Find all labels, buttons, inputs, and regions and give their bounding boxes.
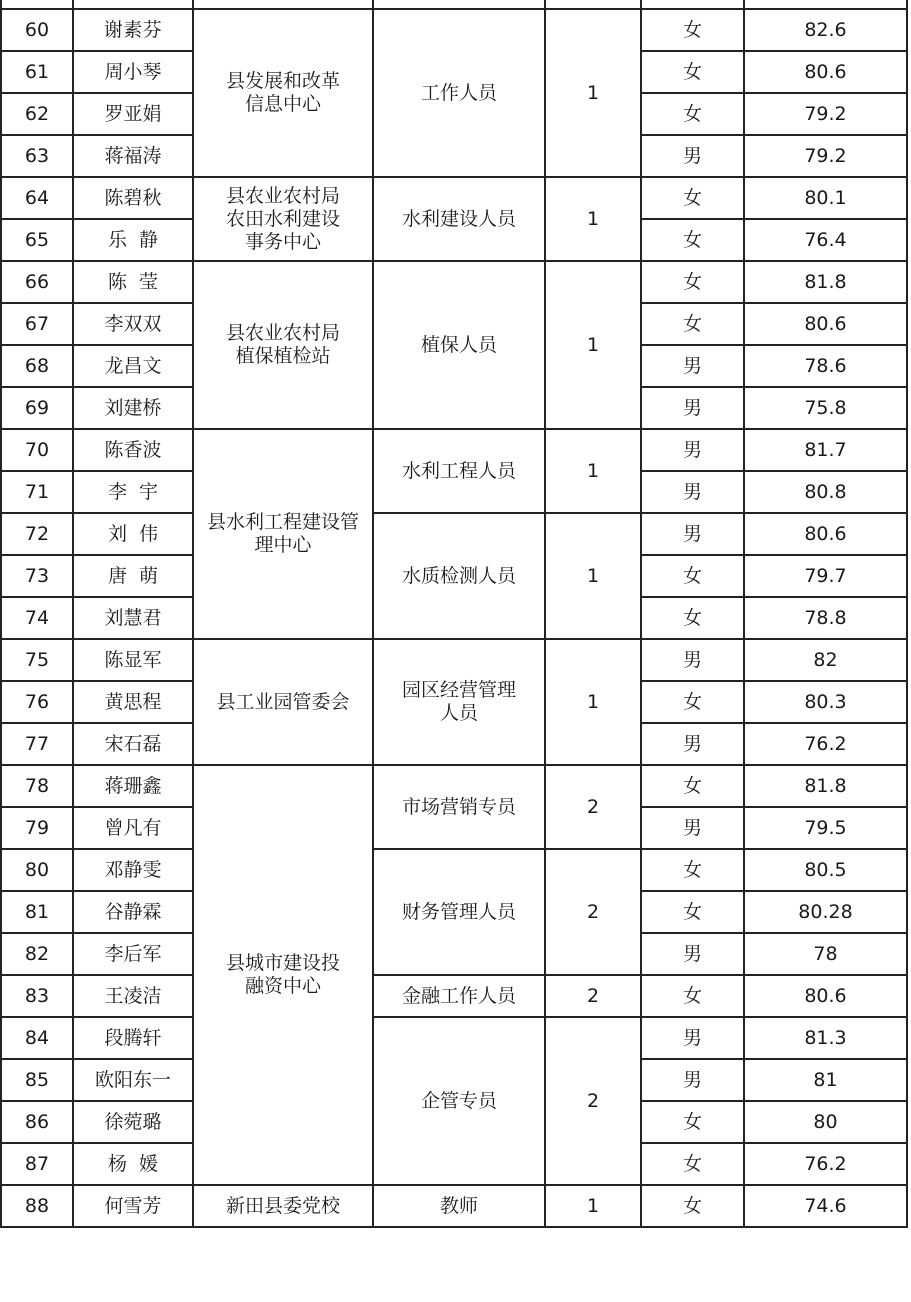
candidate-gender: 女	[641, 1101, 744, 1143]
post-quota: 1	[545, 177, 641, 261]
candidate-score: 81.8	[744, 261, 907, 303]
table-row	[1, 9, 907, 51]
candidate-score: 79.2	[744, 135, 907, 177]
row-number: 71	[1, 471, 73, 513]
candidate-name: 李后军	[73, 933, 193, 975]
candidate-gender: 女	[641, 765, 744, 807]
row-number: 64	[1, 177, 73, 219]
unit-name: 县农业农村局农田水利建设事务中心	[225, 184, 340, 253]
row-number: 76	[1, 681, 73, 723]
candidate-gender: 男	[641, 471, 744, 513]
candidate-gender: 男	[641, 387, 744, 429]
candidate-score: 76.4	[744, 219, 907, 261]
table-row	[1, 429, 907, 471]
candidate-score: 80.28	[744, 891, 907, 933]
post-quota: 1	[545, 1185, 641, 1227]
candidate-name: 陈显军	[73, 639, 193, 681]
row-number: 61	[1, 51, 73, 93]
unit-name: 县工业园管委会	[193, 639, 373, 765]
row-number: 83	[1, 975, 73, 1017]
table-row	[1, 177, 907, 219]
post-quota: 2	[545, 765, 641, 849]
row-number: 72	[1, 513, 73, 555]
row-number: 70	[1, 429, 73, 471]
candidate-name: 邓静雯	[73, 849, 193, 891]
candidate-name: 蒋珊鑫	[73, 765, 193, 807]
candidate-name: 陈 莹	[73, 261, 193, 303]
row-number: 66	[1, 261, 73, 303]
candidate-score: 79.5	[744, 807, 907, 849]
row-number: 86	[1, 1101, 73, 1143]
candidate-name: 宋石磊	[73, 723, 193, 765]
post-title: 工作人员	[373, 9, 545, 177]
post-title: 金融工作人员	[373, 975, 545, 1017]
candidate-score: 81.7	[744, 429, 907, 471]
candidate-name: 王凌洁	[73, 975, 193, 1017]
candidate-name: 龙昌文	[73, 345, 193, 387]
post-quota: 1	[545, 9, 641, 177]
candidate-name: 段腾轩	[73, 1017, 193, 1059]
post-title: 植保人员	[373, 261, 545, 429]
candidate-gender: 男	[641, 933, 744, 975]
table-top-stub	[1, 0, 907, 9]
row-number: 65	[1, 219, 73, 261]
candidate-score: 79.2	[744, 93, 907, 135]
candidate-gender: 女	[641, 9, 744, 51]
unit-cell	[193, 261, 373, 429]
post-title: 水利工程人员	[373, 429, 545, 513]
candidate-gender: 女	[641, 891, 744, 933]
unit-cell	[193, 9, 373, 177]
post-quota: 1	[545, 429, 641, 513]
candidate-gender: 女	[641, 1143, 744, 1185]
candidate-gender: 女	[641, 93, 744, 135]
post-title: 水利建设人员	[373, 177, 545, 261]
candidate-score: 81.3	[744, 1017, 907, 1059]
candidate-score: 80.6	[744, 303, 907, 345]
table-row	[1, 639, 907, 681]
post-cell	[373, 639, 545, 765]
candidate-score: 80	[744, 1101, 907, 1143]
table-row	[1, 849, 907, 891]
candidate-name: 李 宇	[73, 471, 193, 513]
candidate-score: 76.2	[744, 1143, 907, 1185]
candidate-gender: 男	[641, 513, 744, 555]
post-quota: 1	[545, 639, 641, 765]
candidate-gender: 男	[641, 1059, 744, 1101]
candidate-name: 唐 萌	[73, 555, 193, 597]
row-number: 78	[1, 765, 73, 807]
candidate-score: 82	[744, 639, 907, 681]
post-quota: 2	[545, 1017, 641, 1185]
row-number: 69	[1, 387, 73, 429]
row-number: 81	[1, 891, 73, 933]
row-number: 84	[1, 1017, 73, 1059]
post-quota: 1	[545, 513, 641, 639]
post-title: 教师	[373, 1185, 545, 1227]
candidate-score: 78.8	[744, 597, 907, 639]
unit-name: 县农业农村局植保植检站	[225, 322, 340, 367]
table-row	[1, 513, 907, 555]
candidate-gender: 男	[641, 639, 744, 681]
candidate-gender: 女	[641, 597, 744, 639]
post-title: 财务管理人员	[373, 849, 545, 975]
candidate-gender: 女	[641, 681, 744, 723]
row-number: 80	[1, 849, 73, 891]
candidate-gender: 男	[641, 429, 744, 471]
unit-name: 县发展和改革信息中心	[225, 70, 340, 115]
candidate-name: 杨 媛	[73, 1143, 193, 1185]
candidate-gender: 男	[641, 345, 744, 387]
candidate-score: 76.2	[744, 723, 907, 765]
unit-name: 县城市建设投融资中心	[225, 952, 340, 997]
candidate-gender: 女	[641, 51, 744, 93]
unit-cell	[193, 177, 373, 261]
candidate-gender: 男	[641, 723, 744, 765]
candidate-name: 何雪芳	[73, 1185, 193, 1227]
unit-name: 县水利工程建设管理中心	[206, 511, 359, 556]
candidate-score: 78	[744, 933, 907, 975]
candidate-score: 80.6	[744, 975, 907, 1017]
row-number: 63	[1, 135, 73, 177]
post-title: 市场营销专员	[373, 765, 545, 849]
candidate-gender: 女	[641, 849, 744, 891]
table-row	[1, 975, 907, 1017]
candidate-name: 陈碧秋	[73, 177, 193, 219]
candidate-name: 刘慧君	[73, 597, 193, 639]
post-title: 企管专员	[373, 1017, 545, 1185]
candidate-name: 乐 静	[73, 219, 193, 261]
row-number: 60	[1, 9, 73, 51]
unit-name: 新田县委党校	[193, 1185, 373, 1227]
candidate-score: 80.6	[744, 51, 907, 93]
candidate-name: 谢素芬	[73, 9, 193, 51]
row-number: 87	[1, 1143, 73, 1185]
table-row	[1, 765, 907, 807]
row-number: 62	[1, 93, 73, 135]
unit-cell	[193, 429, 373, 639]
table-row	[1, 261, 907, 303]
candidate-gender: 女	[641, 1185, 744, 1227]
row-number: 67	[1, 303, 73, 345]
candidate-score: 81	[744, 1059, 907, 1101]
post-quota: 1	[545, 261, 641, 429]
candidate-score: 81.8	[744, 765, 907, 807]
post-quota: 2	[545, 975, 641, 1017]
candidate-name: 徐菀璐	[73, 1101, 193, 1143]
unit-cell	[193, 765, 373, 1185]
candidate-name: 黄思程	[73, 681, 193, 723]
row-number: 73	[1, 555, 73, 597]
candidate-score: 80.1	[744, 177, 907, 219]
candidate-gender: 女	[641, 303, 744, 345]
candidate-name: 谷静霖	[73, 891, 193, 933]
table-row	[1, 1185, 907, 1227]
table-row	[1, 1017, 907, 1059]
candidate-gender: 男	[641, 1017, 744, 1059]
candidate-name: 陈香波	[73, 429, 193, 471]
candidate-score: 80.6	[744, 513, 907, 555]
candidate-gender: 女	[641, 219, 744, 261]
candidate-gender: 男	[641, 807, 744, 849]
candidate-gender: 男	[641, 135, 744, 177]
candidate-score: 82.6	[744, 9, 907, 51]
candidate-score: 79.7	[744, 555, 907, 597]
post-title: 园区经营管理人员	[401, 679, 516, 724]
candidate-score: 80.8	[744, 471, 907, 513]
row-number: 88	[1, 1185, 73, 1227]
row-number: 79	[1, 807, 73, 849]
candidate-name: 曾凡有	[73, 807, 193, 849]
post-quota: 2	[545, 849, 641, 975]
row-number: 74	[1, 597, 73, 639]
candidate-name: 蒋福涛	[73, 135, 193, 177]
post-title: 水质检测人员	[373, 513, 545, 639]
row-number: 82	[1, 933, 73, 975]
row-number: 85	[1, 1059, 73, 1101]
candidate-score: 75.8	[744, 387, 907, 429]
candidate-name: 周小琴	[73, 51, 193, 93]
candidate-gender: 女	[641, 177, 744, 219]
candidate-score: 80.3	[744, 681, 907, 723]
candidate-gender: 女	[641, 975, 744, 1017]
candidate-gender: 女	[641, 261, 744, 303]
candidate-name: 欧阳东一	[73, 1059, 193, 1101]
candidate-name: 刘 伟	[73, 513, 193, 555]
row-number: 68	[1, 345, 73, 387]
candidate-name: 罗亚娟	[73, 93, 193, 135]
candidate-score: 80.5	[744, 849, 907, 891]
row-number: 75	[1, 639, 73, 681]
row-number: 77	[1, 723, 73, 765]
candidate-name: 李双双	[73, 303, 193, 345]
candidate-score: 78.6	[744, 345, 907, 387]
candidate-gender: 女	[641, 555, 744, 597]
candidate-score: 74.6	[744, 1185, 907, 1227]
candidate-name: 刘建桥	[73, 387, 193, 429]
